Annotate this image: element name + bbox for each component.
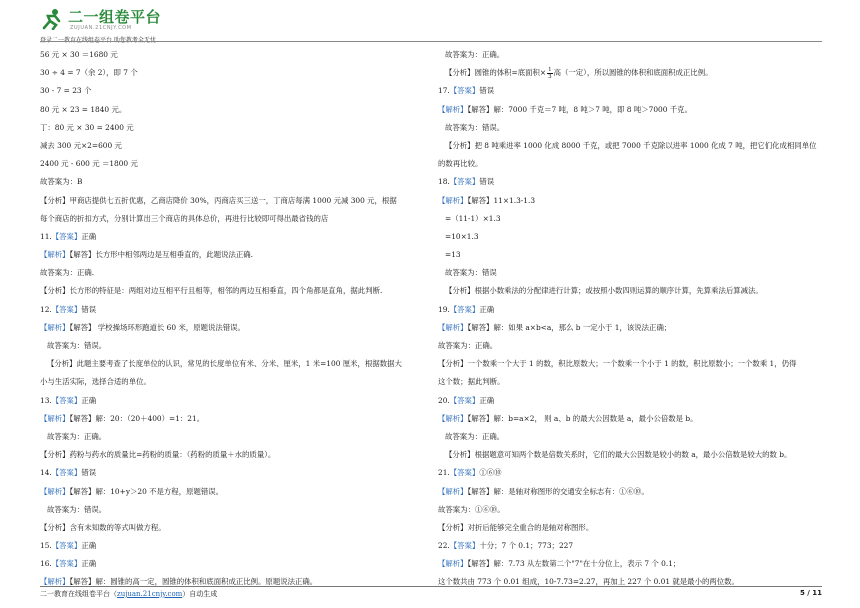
question-number: 14. (40, 468, 52, 478)
text-line (438, 82, 824, 100)
left-column (40, 46, 416, 592)
line-text: 小与生活实际，选择合适的单位。 (40, 377, 151, 387)
answer-tag: 【答案】 (51, 395, 82, 405)
line-text: 【分析】含有未知数的等式叫做方程。 (40, 522, 166, 532)
answer-tag: 【答案】 (51, 304, 82, 314)
text-line (438, 355, 824, 373)
right-column (438, 46, 824, 592)
footer-source (40, 589, 217, 599)
line-text: =13 (445, 250, 461, 260)
line-text: 【解答】解：7000 千克＝7 吨，8 吨＞7 吨，即 8 吨＞7000 千克。 (467, 104, 692, 114)
answer-tag: 【解析】 (438, 322, 468, 332)
brand-name: 二一组卷平台 (68, 8, 162, 26)
text-line (438, 282, 824, 300)
text-line (40, 46, 416, 64)
circled-number: ① (479, 468, 487, 478)
answer-tag: 【答案】 (449, 395, 480, 405)
text-line (438, 246, 824, 264)
circled-number: ⑥ (626, 486, 634, 496)
line-text: 【分析】长方形的特征是：两组对边互相平行且相等，相邻的两边互相垂直，四个角都是直角，据此判断. (40, 286, 383, 296)
line-text: 减去 300 元×2=600 元 (40, 140, 122, 150)
line-text: 【解答】解：圆锥的高一定，圆锥的体积和底面积成正比例。原题说法正确。 (69, 577, 318, 587)
circled-number: ① (619, 486, 627, 496)
line-text: 30 ÷ 4 = 7（余 2），即 7 个 (40, 68, 138, 78)
line-text: 【解答】11×1.3-1.3 (467, 195, 536, 205)
line-text: 【解答】解：如果 a×b<a，那么 b 一定小于 1，该说法正确； (467, 322, 672, 332)
line-text: 故答案为：正确. (40, 268, 95, 278)
answer-tag: 【解析】 (438, 195, 468, 205)
answer-tag: 【解析】 (40, 322, 70, 332)
circled-number: ⑩ (494, 468, 502, 478)
text-line (40, 319, 416, 337)
text-line (40, 483, 416, 501)
text-line (438, 537, 824, 555)
footer-divider (40, 586, 822, 587)
header-slogan: 登录二一教育在线组卷平台 助您教考全无忧 (40, 37, 156, 44)
line-text: =（11-1）×1.3 (445, 213, 501, 223)
line-text: 高（一定），所以圆锥的体积和底面积成正比例。 (553, 68, 713, 78)
text-line (40, 64, 416, 82)
line-text: 【分析】一个数乘一个大于 1 的数，积比原数大；一个数乘一个小于 1 的数，积比原数小；一个数乘 1，仍得 (438, 359, 797, 369)
line-text: 正确 (81, 559, 97, 569)
answer-tag: 【解析】 (40, 577, 70, 587)
line-text: 56 元 × 30 ＝1680 元 (40, 50, 118, 59)
answer-tag: 【答案】 (51, 559, 82, 569)
question-number: 11. (40, 231, 52, 241)
question-number: 20. (438, 395, 450, 405)
footer-link[interactable]: zujuan.21cnjy.com (117, 590, 183, 598)
question-number: 19. (438, 304, 450, 314)
text-line (438, 428, 824, 446)
answer-tag: 【答案】 (449, 177, 480, 187)
line-text: 【分析】圆锥的体积=底面积× (445, 68, 547, 78)
line-suffix: 。 (497, 504, 505, 514)
text-line (40, 392, 416, 410)
text-line (40, 410, 416, 428)
text-line (438, 483, 824, 501)
line-text: 正确 (479, 304, 495, 314)
line-text: 【解答】解：7.73 从左数第二个"7"在十分位上，表示 7 个 0.1； (467, 559, 681, 569)
line-text: 故答案为：正确。 (445, 431, 505, 441)
text-line (40, 101, 416, 119)
line-text: 正确 (81, 541, 97, 551)
line-text: 错误 (81, 304, 97, 314)
answer-tag: 【解析】 (438, 413, 468, 423)
text-line (438, 501, 824, 519)
text-line (40, 137, 416, 155)
text-line (40, 119, 416, 137)
question-number: 13. (40, 395, 52, 405)
answer-tag: 【解析】 (40, 250, 70, 260)
answer-tag: 【解析】 (438, 559, 468, 569)
line-text: 这个数；据此判断。 (438, 377, 505, 387)
line-text: 【解答】解：10+y＞20 不是方程，原题错误。 (69, 486, 224, 496)
runner-logo-icon (40, 8, 64, 30)
answer-tag: 【解析】 (438, 104, 468, 114)
footer-prefix: 二一教育在线组卷平台（ (40, 590, 117, 598)
line-text: 【分析】此题主要考查了长度单位的认识，常见的长度单位有米、分米、厘米，1 米=100 厘米，根据数据大 (47, 359, 402, 369)
line-suffix: 。 (641, 486, 649, 496)
text-line (438, 101, 824, 119)
text-line (40, 155, 416, 173)
line-text: 丁：80 元 × 30 = 2400 元 (40, 122, 134, 132)
answer-tag: 【解析】 (40, 486, 70, 496)
text-line (40, 519, 416, 537)
text-line (40, 173, 416, 191)
line-text: 【分析】对折后能够完全重合的是轴对称图形。 (438, 522, 594, 532)
circled-number: ⑩ (633, 486, 642, 496)
text-line (438, 319, 824, 337)
text-line (438, 155, 824, 173)
text-line (438, 373, 824, 391)
text-line (438, 464, 824, 482)
line-text: 故答案为：错误 (445, 268, 497, 278)
text-line (438, 337, 824, 355)
line-text: 十分；7 个 0.1；773；227 (479, 541, 574, 551)
fraction (547, 67, 553, 80)
line-text: 【分析】甲商店提供七五折优惠，乙商店降价 30%，丙商店买三送一，丁商店每满 1000 元减 300 元，根据 (40, 195, 397, 205)
text-line (40, 301, 416, 319)
line-text: 每个商店的折扣方式，分别计算出三个商店的具体总价，再进行比较即可得出最省钱的店 (40, 213, 329, 223)
text-line (438, 210, 824, 228)
fraction-numerator: 1 (548, 66, 552, 73)
line-text: 【分析】把 8 吨乘进率 1000 化成 8000 千克，或把 7000 千克除以进率 1000 化成 7 吨，把它们化成相同单位 (445, 140, 817, 150)
line-text: 故答案为：正确。 (445, 50, 505, 59)
footer-suffix: ）自动生成 (182, 590, 218, 598)
text-line (40, 446, 416, 464)
text-line (438, 392, 824, 410)
question-number: 12. (40, 304, 52, 314)
question-number: 18. (438, 177, 450, 187)
line-text: 【解答】解：20：（20＋400）=1：21。 (69, 413, 205, 423)
text-line (438, 264, 824, 282)
text-line (438, 301, 824, 319)
question-number: 15. (40, 541, 52, 551)
line-text: 【解答】解：b=a×2， 则 a、b 的最大公因数是 a，最小公倍数是 b。 (467, 413, 698, 423)
header-divider (40, 41, 822, 42)
line-text: 错误 (81, 468, 97, 478)
text-line (438, 192, 824, 210)
line-text: 【解答】 学校操场环形跑道长 60 米，原题说法错误。 (69, 322, 245, 332)
text-line (438, 228, 824, 246)
answer-tag: 【解析】 (438, 486, 468, 496)
text-line (40, 355, 416, 373)
line-text: 正确 (81, 231, 97, 241)
text-line (40, 555, 416, 573)
text-line (438, 410, 824, 428)
line-text: =10×1.3 (445, 231, 479, 241)
circled-number: ⑩ (489, 504, 498, 514)
answer-tag: 【答案】 (449, 304, 480, 314)
answer-tag: 【解析】 (40, 413, 70, 423)
text-line (438, 555, 824, 573)
text-line (40, 428, 416, 446)
text-line (40, 373, 416, 391)
answer-tag: 【答案】 (51, 541, 82, 551)
line-text: 这个数共由 773 个 0.01 组成，10-7.73=2.27，再加上 227 个 0.01 就是最小的两位数。 (438, 577, 739, 587)
line-text: 的数再比较。 (438, 159, 483, 169)
text-line (40, 228, 416, 246)
line-text: 30 - 7 = 23 个 (40, 86, 92, 96)
page-number: 5 / 11 (799, 589, 822, 597)
line-text: 【分析】药粉与药水的质量比=药粉的质量：（药粉的质量＋水的质量）。 (40, 450, 276, 460)
circled-number: ⑥ (482, 504, 490, 514)
line-text: 正确 (81, 395, 97, 405)
line-text: 故答案为：错误。 (47, 504, 107, 514)
text-line (438, 573, 824, 591)
page-header (40, 6, 340, 44)
line-text: 2400 元 - 600 元 ＝1800 元 (40, 159, 138, 169)
circled-number: ⑥ (486, 468, 495, 478)
line-text: 【分析】根据题意可知两个数是倍数关系时，它们的最大公因数是较小的数 a，最小公倍数是较大的数 b。 (445, 450, 792, 460)
fraction-denominator: 3 (548, 73, 552, 80)
text-line (40, 464, 416, 482)
text-line (40, 192, 416, 210)
answer-tag: 【答案】 (449, 468, 480, 478)
question-number: 21. (438, 468, 450, 478)
brand-url: ZUJUAN.21CNJY.COM (70, 25, 132, 31)
line-text: 正确 (479, 395, 495, 405)
answer-tag: 【答案】 (51, 231, 82, 241)
question-number: 17. (438, 86, 450, 96)
question-number: 16. (40, 559, 52, 569)
line-text: 故答案为：错误。 (445, 122, 505, 132)
text-line (40, 246, 416, 264)
text-line (438, 137, 824, 155)
question-number: 22. (438, 541, 450, 551)
text-line (438, 119, 824, 137)
text-line (438, 446, 824, 464)
answer-tag: 【答案】 (449, 541, 480, 551)
text-line (438, 173, 824, 191)
text-line (40, 337, 416, 355)
line-text: 故答案为：正确。 (47, 431, 107, 441)
text-line (438, 519, 824, 537)
line-text: 80 元 × 23 = 1840 元。 (40, 104, 127, 114)
line-text: 【解答】长方形中相邻两边是互相垂直的，此题说法正确. (69, 250, 253, 260)
text-line (438, 46, 824, 64)
line-text: 故答案为：正确。 (438, 341, 498, 350)
line-text: 错误 (479, 177, 495, 187)
line-text: 【分析】根据小数乘法的分配律进行计算；或按照小数四则运算的顺序计算，先算乘法后算减法。 (445, 286, 763, 296)
line-text: 故答案为：错误。 (47, 341, 107, 350)
text-line (40, 264, 416, 282)
line-text: 故答案为： (438, 504, 475, 514)
line-text: 错误 (479, 86, 495, 96)
text-line (40, 82, 416, 100)
line-text: 故答案为：B (40, 177, 83, 187)
text-line (40, 282, 416, 300)
answer-tag: 【答案】 (51, 468, 82, 478)
circled-number: ① (474, 504, 483, 514)
text-line (40, 501, 416, 519)
answer-tag: 【答案】 (449, 86, 480, 96)
line-text: 【解答】解：是轴对称图形的交通安全标志有： (467, 486, 620, 496)
text-line (438, 64, 824, 82)
text-line (40, 537, 416, 555)
text-line (40, 210, 416, 228)
